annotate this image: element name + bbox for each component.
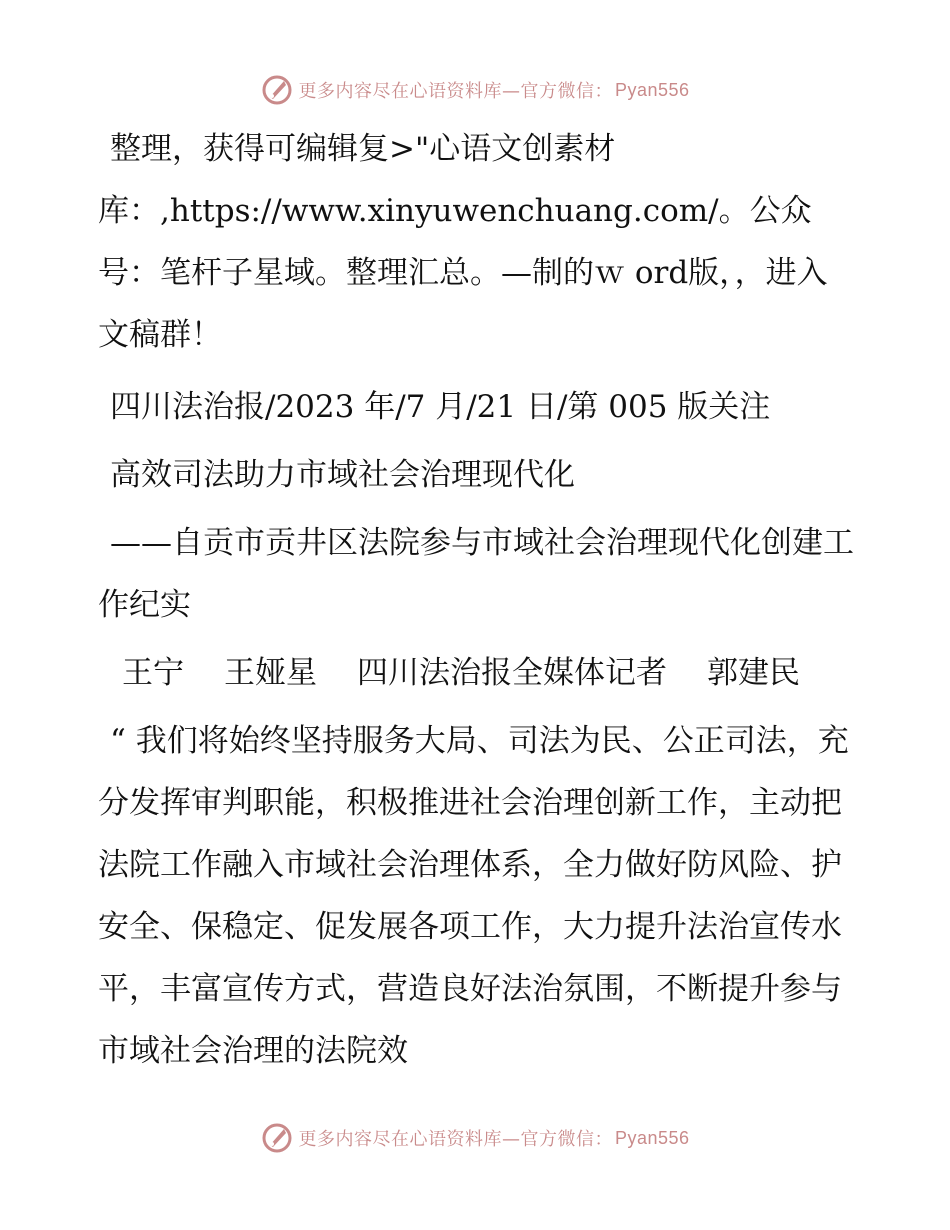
byline-author-1: 王宁 (122, 655, 184, 691)
watermark-text: 更多内容尽在心语资料库—官方微信： (298, 81, 613, 102)
notice-paragraph (98, 118, 858, 366)
subheadline: ——自贡市贡井区法院参与市域社会治理现代化创建工作纪实 (98, 525, 854, 623)
quill-seal-icon (260, 73, 294, 107)
source-line: 四川法治报/2023 年/7 月/21 日/第 005 版关注 (110, 389, 771, 425)
body-paragraph: “ 我们将始终坚持服务大局、司法为民、公正司法，充分发挥审判职能，积极推进社会治理创新工作，主动把法院工作融入市域社会治理体系，全力做好防风险、护安全、保稳定、促发展各项工作，大力提升法治宣传水平，丰富宣传方式，营造良好法治氛围，不断提升参与市域社会治理的法院效 (98, 723, 849, 1069)
byline-author-4: 郭建民 (707, 655, 800, 691)
footer-watermark (0, 1118, 950, 1158)
document-body (98, 118, 858, 1088)
header-watermark (0, 70, 950, 110)
watermark-text: 更多内容尽在心语资料库—官方微信： (298, 1129, 613, 1150)
byline-author-3: 四川法治报全媒体记者 (357, 655, 667, 691)
watermark-wechat: Pyan556 (614, 79, 690, 100)
notice-line-1: 整理，获得可编辑复>"心语文创素材 (110, 131, 616, 167)
headline: 高效司法助力市域社会治理现代化 (110, 457, 575, 493)
watermark-wechat: Pyan556 (614, 1127, 690, 1148)
notice-line-2: 库：,https://www.xinyuwenchuang.com/。公众号：笔杆子星域。整理汇总。—制的ｗ ord版，，进入文稿群！ (98, 193, 828, 353)
byline (98, 642, 858, 704)
byline-author-2: 王娅星 (224, 655, 317, 691)
quill-seal-icon (260, 1121, 294, 1155)
